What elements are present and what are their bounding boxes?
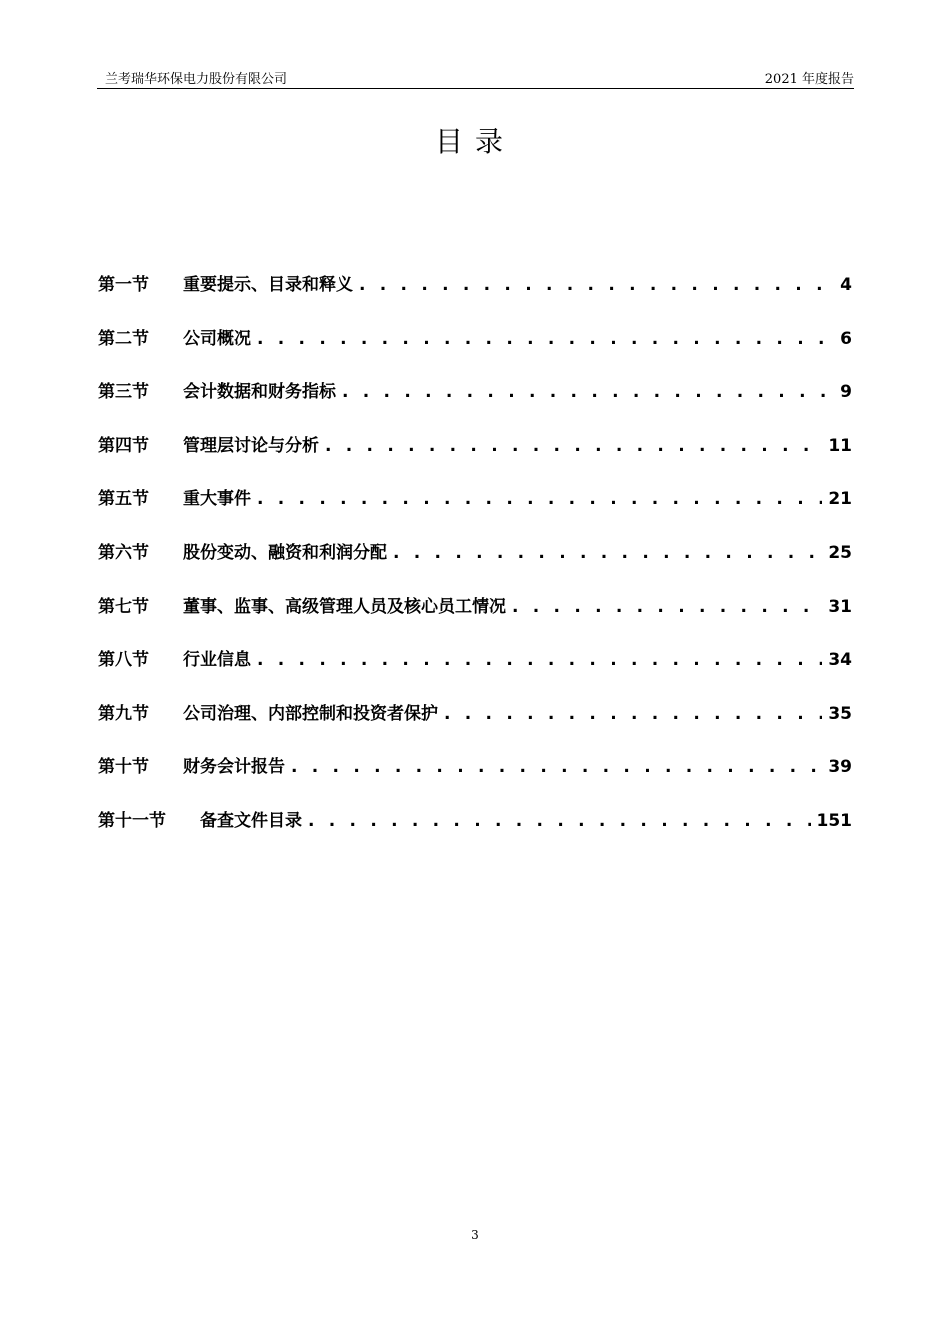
toc-page: 21 [828, 489, 852, 510]
toc-section: 第三节 [98, 382, 149, 403]
toc-name: 财务会计报告 [183, 757, 285, 778]
toc-name: 董事、监事、高级管理人员及核心员工情况 [183, 596, 506, 617]
page-title: 目录 [434, 125, 515, 158]
toc-name: 管理层讨论与分析 [183, 435, 319, 456]
toc-entry[interactable] [98, 594, 852, 648]
toc-entry[interactable] [98, 701, 852, 755]
toc-entry[interactable] [98, 754, 852, 808]
toc-page: 34 [828, 650, 852, 671]
toc-section: 第九节 [98, 703, 149, 724]
toc-section: 第一节 [98, 275, 149, 295]
toc-entry[interactable] [98, 647, 852, 701]
toc-name: 会计数据和财务指标 [183, 382, 336, 403]
toc-page: 25 [828, 542, 852, 563]
toc-name: 备查文件目录 [200, 810, 302, 831]
toc-name: 行业信息 [183, 650, 251, 671]
toc-leader-dots [257, 647, 822, 673]
toc-section: 第七节 [98, 596, 149, 617]
page-number: 3 [471, 1228, 479, 1242]
toc-section: 第五节 [98, 489, 149, 510]
toc-leader-dots [342, 379, 834, 405]
toc-leader-dots [308, 808, 811, 834]
toc-name: 股份变动、融资和利润分配 [183, 542, 387, 563]
toc-page: 151 [816, 810, 852, 831]
toc-leader-dots [512, 594, 822, 620]
toc-section: 第十一节 [98, 810, 166, 831]
toc-leader-dots [444, 701, 822, 727]
table-of-contents [98, 272, 852, 862]
toc-page: 39 [828, 757, 852, 778]
toc-section: 第六节 [98, 542, 149, 563]
toc-section: 第二节 [98, 328, 149, 349]
toc-leader-dots [257, 326, 834, 352]
toc-leader-dots [257, 486, 822, 512]
toc-name: 重大事件 [183, 489, 251, 510]
toc-leader-dots [393, 540, 822, 566]
toc-section: 第四节 [98, 435, 149, 456]
toc-entry[interactable] [98, 433, 852, 487]
toc-section: 第八节 [98, 650, 149, 671]
toc-entry[interactable] [98, 808, 852, 862]
toc-name: 重要提示、目录和释义 [183, 275, 353, 295]
toc-page: 11 [828, 435, 852, 456]
toc-name: 公司治理、内部控制和投资者保护 [183, 703, 438, 724]
toc-page: 4 [840, 275, 852, 295]
toc-entry[interactable] [98, 272, 852, 326]
toc-entry[interactable] [98, 379, 852, 433]
toc-entry[interactable] [98, 326, 852, 380]
page-header [97, 66, 854, 89]
toc-page: 31 [828, 596, 852, 617]
toc-section: 第十节 [98, 757, 149, 778]
toc-leader-dots [325, 433, 822, 459]
toc-entry[interactable] [98, 540, 852, 594]
company-name: 兰考瑞华环保电力股份有限公司 [105, 72, 288, 87]
toc-name: 公司概况 [183, 328, 251, 349]
toc-page: 6 [840, 328, 852, 349]
toc-leader-dots [291, 754, 822, 780]
toc-leader-dots [359, 272, 834, 298]
toc-page: 9 [840, 382, 852, 403]
toc-entry[interactable] [98, 486, 852, 540]
report-label: 2021 年度报告 [764, 72, 854, 87]
toc-page: 35 [828, 703, 852, 724]
